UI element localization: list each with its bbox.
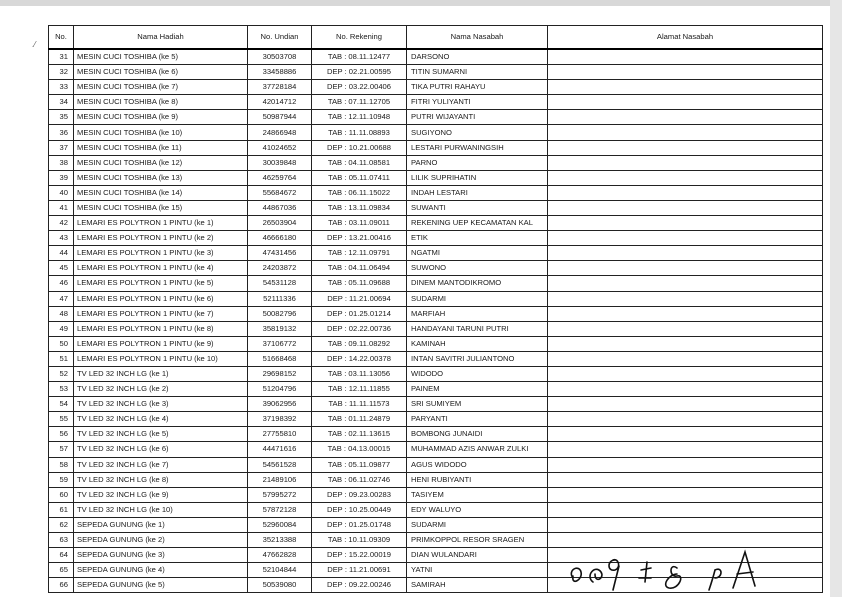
cell-nama-hadiah: TV LED 32 INCH LG (ke 9)	[74, 487, 248, 502]
cell-nama-nasabah: LILIK SUPRIHATIN	[407, 170, 548, 185]
table-row	[49, 155, 823, 170]
cell-alamat-nasabah	[548, 200, 823, 215]
cell-nama-nasabah: WIDODO	[407, 366, 548, 381]
cell-alamat-nasabah	[548, 246, 823, 261]
cell-no-rekening: TAB : 11.11.08893	[312, 125, 407, 140]
table-row	[49, 291, 823, 306]
cell-alamat-nasabah	[548, 351, 823, 366]
margin-mark: .⁄	[32, 40, 36, 49]
cell-nama-hadiah: LEMARI ES POLYTRON 1 PINTU (ke 4)	[74, 261, 248, 276]
cell-no: 48	[49, 306, 74, 321]
cell-no: 36	[49, 125, 74, 140]
cell-no: 54	[49, 397, 74, 412]
table-row	[49, 125, 823, 140]
cell-nama-hadiah: LEMARI ES POLYTRON 1 PINTU (ke 3)	[74, 246, 248, 261]
cell-nama-hadiah: TV LED 32 INCH LG (ke 7)	[74, 457, 248, 472]
header-no: No.	[49, 26, 74, 50]
cell-alamat-nasabah	[548, 216, 823, 231]
cell-nama-nasabah: KAMINAH	[407, 336, 548, 351]
cell-alamat-nasabah	[548, 80, 823, 95]
table-row	[49, 533, 823, 548]
cell-alamat-nasabah	[548, 472, 823, 487]
cell-alamat-nasabah	[548, 170, 823, 185]
cell-nama-nasabah: ETIK	[407, 231, 548, 246]
cell-no-rekening: TAB : 12.11.10948	[312, 110, 407, 125]
cell-no-undian: 46666180	[248, 231, 312, 246]
cell-nama-nasabah: HANDAYANI TARUNI PUTRI	[407, 321, 548, 336]
cell-no-undian: 51204796	[248, 382, 312, 397]
table-row	[49, 140, 823, 155]
cell-no-undian: 30039848	[248, 155, 312, 170]
cell-no-rekening: TAB : 08.11.12477	[312, 49, 407, 65]
cell-alamat-nasabah	[548, 502, 823, 517]
cell-alamat-nasabah	[548, 366, 823, 381]
cell-nama-hadiah: MESIN CUCI TOSHIBA (ke 12)	[74, 155, 248, 170]
cell-nama-hadiah: LEMARI ES POLYTRON 1 PINTU (ke 7)	[74, 306, 248, 321]
cell-no: 42	[49, 216, 74, 231]
cell-nama-nasabah: PARYANTI	[407, 412, 548, 427]
cell-no-undian: 30503708	[248, 49, 312, 65]
table-row	[49, 517, 823, 532]
cell-no-rekening: DEP : 11.21.00691	[312, 563, 407, 578]
cell-no: 58	[49, 457, 74, 472]
table-row	[49, 95, 823, 110]
cell-nama-nasabah: SUWONO	[407, 261, 548, 276]
cell-no-undian: 52960084	[248, 517, 312, 532]
cell-no-rekening: TAB : 02.11.13615	[312, 427, 407, 442]
cell-alamat-nasabah	[548, 110, 823, 125]
cell-no-rekening: DEP : 01.25.01214	[312, 306, 407, 321]
cell-nama-hadiah: MESIN CUCI TOSHIBA (ke 10)	[74, 125, 248, 140]
cell-nama-nasabah: EDY WALUYO	[407, 502, 548, 517]
header-nama-hadiah: Nama Hadiah	[74, 26, 248, 50]
cell-nama-hadiah: SEPEDA GUNUNG (ke 3)	[74, 548, 248, 563]
cell-nama-hadiah: TV LED 32 INCH LG (ke 6)	[74, 442, 248, 457]
table-row	[49, 382, 823, 397]
cell-nama-nasabah: PAINEM	[407, 382, 548, 397]
cell-nama-hadiah: LEMARI ES POLYTRON 1 PINTU (ke 9)	[74, 336, 248, 351]
cell-no-undian: 47662828	[248, 548, 312, 563]
cell-alamat-nasabah	[548, 321, 823, 336]
cell-nama-nasabah: MARFIAH	[407, 306, 548, 321]
table-row	[49, 351, 823, 366]
cell-alamat-nasabah	[548, 487, 823, 502]
cell-no-undian: 26503904	[248, 216, 312, 231]
header-no-rekening: No. Rekening	[312, 26, 407, 50]
cell-nama-nasabah: HENI RUBIYANTI	[407, 472, 548, 487]
cell-no-rekening: TAB : 03.11.09011	[312, 216, 407, 231]
cell-no-rekening: DEP : 02.22.00736	[312, 321, 407, 336]
cell-no: 46	[49, 276, 74, 291]
cell-nama-hadiah: TV LED 32 INCH LG (ke 1)	[74, 366, 248, 381]
cell-no: 66	[49, 578, 74, 593]
cell-no-rekening: TAB : 05.11.09877	[312, 457, 407, 472]
cell-no: 47	[49, 291, 74, 306]
cell-nama-nasabah: SAMIRAH	[407, 578, 548, 593]
cell-no: 61	[49, 502, 74, 517]
cell-alamat-nasabah	[548, 155, 823, 170]
cell-no: 52	[49, 366, 74, 381]
cell-alamat-nasabah	[548, 231, 823, 246]
cell-no: 33	[49, 80, 74, 95]
cell-no-undian: 37198392	[248, 412, 312, 427]
cell-nama-nasabah: SUDARMI	[407, 517, 548, 532]
cell-nama-nasabah: SRI SUMIYEM	[407, 397, 548, 412]
cell-no-rekening: TAB : 05.11.09688	[312, 276, 407, 291]
table-row	[49, 216, 823, 231]
cell-no-rekening: DEP : 14.22.00378	[312, 351, 407, 366]
cell-no: 60	[49, 487, 74, 502]
table-row	[49, 65, 823, 80]
cell-no-undian: 41024652	[248, 140, 312, 155]
cell-nama-hadiah: LEMARI ES POLYTRON 1 PINTU (ke 5)	[74, 276, 248, 291]
cell-no: 55	[49, 412, 74, 427]
cell-no-rekening: DEP : 02.21.00595	[312, 65, 407, 80]
cell-no-rekening: TAB : 05.11.07411	[312, 170, 407, 185]
cell-alamat-nasabah	[548, 533, 823, 548]
table-row	[49, 472, 823, 487]
cell-nama-nasabah: DINEM MANTODIKROMO	[407, 276, 548, 291]
header-row	[49, 26, 823, 50]
cell-no-rekening: DEP : 01.25.01748	[312, 517, 407, 532]
cell-nama-nasabah: SUDARMI	[407, 291, 548, 306]
cell-no: 37	[49, 140, 74, 155]
cell-no: 57	[49, 442, 74, 457]
cell-nama-hadiah: TV LED 32 INCH LG (ke 5)	[74, 427, 248, 442]
cell-nama-nasabah: TIKA PUTRI RAHAYU	[407, 80, 548, 95]
cell-no: 56	[49, 427, 74, 442]
cell-nama-hadiah: MESIN CUCI TOSHIBA (ke 11)	[74, 140, 248, 155]
cell-no-rekening: TAB : 10.11.09309	[312, 533, 407, 548]
cell-no-undian: 27755810	[248, 427, 312, 442]
cell-no-undian: 21489106	[248, 472, 312, 487]
cell-no-rekening: DEP : 10.25.00449	[312, 502, 407, 517]
table-row	[49, 170, 823, 185]
table-row	[49, 276, 823, 291]
cell-no-rekening: DEP : 13.21.00416	[312, 231, 407, 246]
cell-nama-hadiah: LEMARI ES POLYTRON 1 PINTU (ke 10)	[74, 351, 248, 366]
cell-no-undian: 44471616	[248, 442, 312, 457]
cell-no-undian: 54531128	[248, 276, 312, 291]
cell-nama-hadiah: MESIN CUCI TOSHIBA (ke 5)	[74, 49, 248, 65]
cell-alamat-nasabah	[548, 427, 823, 442]
cell-nama-hadiah: SEPEDA GUNUNG (ke 5)	[74, 578, 248, 593]
cell-no: 59	[49, 472, 74, 487]
cell-nama-hadiah: TV LED 32 INCH LG (ke 4)	[74, 412, 248, 427]
handwritten-signature	[565, 548, 785, 592]
cell-nama-hadiah: LEMARI ES POLYTRON 1 PINTU (ke 1)	[74, 216, 248, 231]
cell-nama-hadiah: MESIN CUCI TOSHIBA (ke 13)	[74, 170, 248, 185]
cell-no-undian: 50082796	[248, 306, 312, 321]
cell-no: 32	[49, 65, 74, 80]
table-row	[49, 261, 823, 276]
cell-nama-hadiah: TV LED 32 INCH LG (ke 3)	[74, 397, 248, 412]
cell-no-rekening: TAB : 11.11.11573	[312, 397, 407, 412]
cell-no: 38	[49, 155, 74, 170]
cell-nama-hadiah: SEPEDA GUNUNG (ke 2)	[74, 533, 248, 548]
table-row	[49, 412, 823, 427]
cell-no: 64	[49, 548, 74, 563]
scan-edge-right	[830, 0, 842, 597]
cell-no-undian: 57995272	[248, 487, 312, 502]
cell-no: 44	[49, 246, 74, 261]
cell-nama-nasabah: SUGIYONO	[407, 125, 548, 140]
cell-alamat-nasabah	[548, 125, 823, 140]
cell-nama-nasabah: YATNI	[407, 563, 548, 578]
cell-alamat-nasabah	[548, 382, 823, 397]
cell-no: 63	[49, 533, 74, 548]
cell-no-rekening: TAB : 13.11.09834	[312, 200, 407, 215]
table-row	[49, 487, 823, 502]
table-row	[49, 336, 823, 351]
cell-nama-hadiah: TV LED 32 INCH LG (ke 2)	[74, 382, 248, 397]
cell-no-undian: 24866948	[248, 125, 312, 140]
cell-nama-hadiah: TV LED 32 INCH LG (ke 8)	[74, 472, 248, 487]
cell-alamat-nasabah	[548, 49, 823, 65]
table-row	[49, 321, 823, 336]
cell-no: 49	[49, 321, 74, 336]
cell-nama-hadiah: MESIN CUCI TOSHIBA (ke 6)	[74, 65, 248, 80]
table-row	[49, 231, 823, 246]
cell-no-undian: 37106772	[248, 336, 312, 351]
cell-alamat-nasabah	[548, 336, 823, 351]
cell-nama-hadiah: MESIN CUCI TOSHIBA (ke 8)	[74, 95, 248, 110]
cell-no-undian: 37728184	[248, 80, 312, 95]
cell-no-undian: 47431456	[248, 246, 312, 261]
cell-no: 53	[49, 382, 74, 397]
cell-no-undian: 35213388	[248, 533, 312, 548]
cell-no: 39	[49, 170, 74, 185]
cell-no-undian: 57872128	[248, 502, 312, 517]
cell-nama-nasabah: REKENING UEP KECAMATAN KAL	[407, 216, 548, 231]
cell-no: 50	[49, 336, 74, 351]
cell-alamat-nasabah	[548, 140, 823, 155]
cell-no: 65	[49, 563, 74, 578]
cell-no-undian: 54561528	[248, 457, 312, 472]
cell-no-rekening: DEP : 09.23.00283	[312, 487, 407, 502]
cell-no: 43	[49, 231, 74, 246]
cell-no-rekening: DEP : 09.22.00246	[312, 578, 407, 593]
cell-nama-nasabah: FITRI YULIYANTI	[407, 95, 548, 110]
cell-no-rekening: TAB : 03.11.13056	[312, 366, 407, 381]
cell-nama-hadiah: LEMARI ES POLYTRON 1 PINTU (ke 2)	[74, 231, 248, 246]
cell-no-undian: 44867036	[248, 200, 312, 215]
cell-no: 40	[49, 185, 74, 200]
cell-no-rekening: TAB : 07.11.12705	[312, 95, 407, 110]
cell-no-undian: 29698152	[248, 366, 312, 381]
cell-no-undian: 52104844	[248, 563, 312, 578]
cell-nama-nasabah: SUWANTI	[407, 200, 548, 215]
table-row	[49, 427, 823, 442]
cell-alamat-nasabah	[548, 261, 823, 276]
table-body	[49, 49, 823, 593]
cell-no: 45	[49, 261, 74, 276]
cell-no-undian: 46259764	[248, 170, 312, 185]
prize-winners-table	[48, 25, 823, 593]
cell-alamat-nasabah	[548, 412, 823, 427]
table-row	[49, 185, 823, 200]
table-row	[49, 502, 823, 517]
cell-nama-hadiah: SEPEDA GUNUNG (ke 1)	[74, 517, 248, 532]
cell-no-rekening: TAB : 09.11.08292	[312, 336, 407, 351]
cell-no: 41	[49, 200, 74, 215]
cell-no-undian: 35819132	[248, 321, 312, 336]
cell-no: 34	[49, 95, 74, 110]
cell-nama-hadiah: MESIN CUCI TOSHIBA (ke 7)	[74, 80, 248, 95]
cell-no-undian: 42014712	[248, 95, 312, 110]
header-alamat-nasabah: Alamat Nasabah	[548, 26, 823, 50]
cell-no-undian: 50539080	[248, 578, 312, 593]
cell-alamat-nasabah	[548, 65, 823, 80]
cell-nama-hadiah: MESIN CUCI TOSHIBA (ke 14)	[74, 185, 248, 200]
table-row	[49, 200, 823, 215]
cell-alamat-nasabah	[548, 276, 823, 291]
cell-no-rekening: TAB : 06.11.02746	[312, 472, 407, 487]
cell-alamat-nasabah	[548, 517, 823, 532]
cell-no-rekening: DEP : 03.22.00406	[312, 80, 407, 95]
table-row	[49, 246, 823, 261]
cell-no-rekening: DEP : 11.21.00694	[312, 291, 407, 306]
cell-no-rekening: DEP : 10.21.00688	[312, 140, 407, 155]
cell-no-rekening: TAB : 06.11.15022	[312, 185, 407, 200]
table-row	[49, 442, 823, 457]
cell-nama-nasabah: BOMBONG JUNAIDI	[407, 427, 548, 442]
cell-alamat-nasabah	[548, 457, 823, 472]
table-row	[49, 80, 823, 95]
cell-no-rekening: TAB : 04.13.00015	[312, 442, 407, 457]
cell-no-undian: 50987944	[248, 110, 312, 125]
cell-alamat-nasabah	[548, 306, 823, 321]
header-nama-nasabah: Nama Nasabah	[407, 26, 548, 50]
table-header	[49, 26, 823, 50]
cell-nama-hadiah: MESIN CUCI TOSHIBA (ke 9)	[74, 110, 248, 125]
cell-no-undian: 52111336	[248, 291, 312, 306]
cell-no-rekening: TAB : 04.11.08581	[312, 155, 407, 170]
cell-nama-hadiah: TV LED 32 INCH LG (ke 10)	[74, 502, 248, 517]
cell-no-undian: 24203872	[248, 261, 312, 276]
scan-edge-top	[0, 0, 842, 6]
cell-nama-nasabah: INTAN SAVITRI JULIANTONO	[407, 351, 548, 366]
cell-nama-nasabah: TASIYEM	[407, 487, 548, 502]
cell-nama-hadiah: MESIN CUCI TOSHIBA (ke 15)	[74, 200, 248, 215]
cell-nama-nasabah: DARSONO	[407, 49, 548, 65]
table-row	[49, 49, 823, 65]
cell-nama-nasabah: PRIMKOPPOL RESOR SRAGEN	[407, 533, 548, 548]
cell-alamat-nasabah	[548, 95, 823, 110]
cell-nama-nasabah: LESTARI PURWANINGSIH	[407, 140, 548, 155]
cell-no-rekening: TAB : 04.11.06494	[312, 261, 407, 276]
cell-alamat-nasabah	[548, 397, 823, 412]
cell-nama-hadiah: LEMARI ES POLYTRON 1 PINTU (ke 6)	[74, 291, 248, 306]
cell-nama-nasabah: MUHAMMAD AZIS ANWAR ZULKI	[407, 442, 548, 457]
cell-nama-nasabah: PUTRI WIJAYANTI	[407, 110, 548, 125]
cell-nama-nasabah: PARNO	[407, 155, 548, 170]
cell-no-rekening: TAB : 01.11.24879	[312, 412, 407, 427]
table-row	[49, 366, 823, 381]
cell-nama-nasabah: DIAN WULANDARI	[407, 548, 548, 563]
header-no-undian: No. Undian	[248, 26, 312, 50]
cell-nama-nasabah: AGUS WIDODO	[407, 457, 548, 472]
cell-no-undian: 33458886	[248, 65, 312, 80]
cell-nama-nasabah: INDAH LESTARI	[407, 185, 548, 200]
cell-nama-nasabah: NGATMI	[407, 246, 548, 261]
cell-no: 51	[49, 351, 74, 366]
cell-no-undian: 51668468	[248, 351, 312, 366]
table-row	[49, 457, 823, 472]
cell-nama-hadiah: SEPEDA GUNUNG (ke 4)	[74, 563, 248, 578]
table-row	[49, 397, 823, 412]
cell-alamat-nasabah	[548, 442, 823, 457]
cell-no: 31	[49, 49, 74, 65]
cell-no-rekening: TAB : 12.11.11855	[312, 382, 407, 397]
table-row	[49, 306, 823, 321]
cell-nama-nasabah: TITIN SUMARNI	[407, 65, 548, 80]
cell-alamat-nasabah	[548, 185, 823, 200]
cell-nama-hadiah: LEMARI ES POLYTRON 1 PINTU (ke 8)	[74, 321, 248, 336]
cell-no-rekening: TAB : 12.11.09791	[312, 246, 407, 261]
table-row	[49, 110, 823, 125]
cell-no: 62	[49, 517, 74, 532]
cell-no: 35	[49, 110, 74, 125]
cell-no-undian: 39062956	[248, 397, 312, 412]
cell-alamat-nasabah	[548, 291, 823, 306]
cell-no-undian: 55684672	[248, 185, 312, 200]
cell-no-rekening: DEP : 15.22.00019	[312, 548, 407, 563]
